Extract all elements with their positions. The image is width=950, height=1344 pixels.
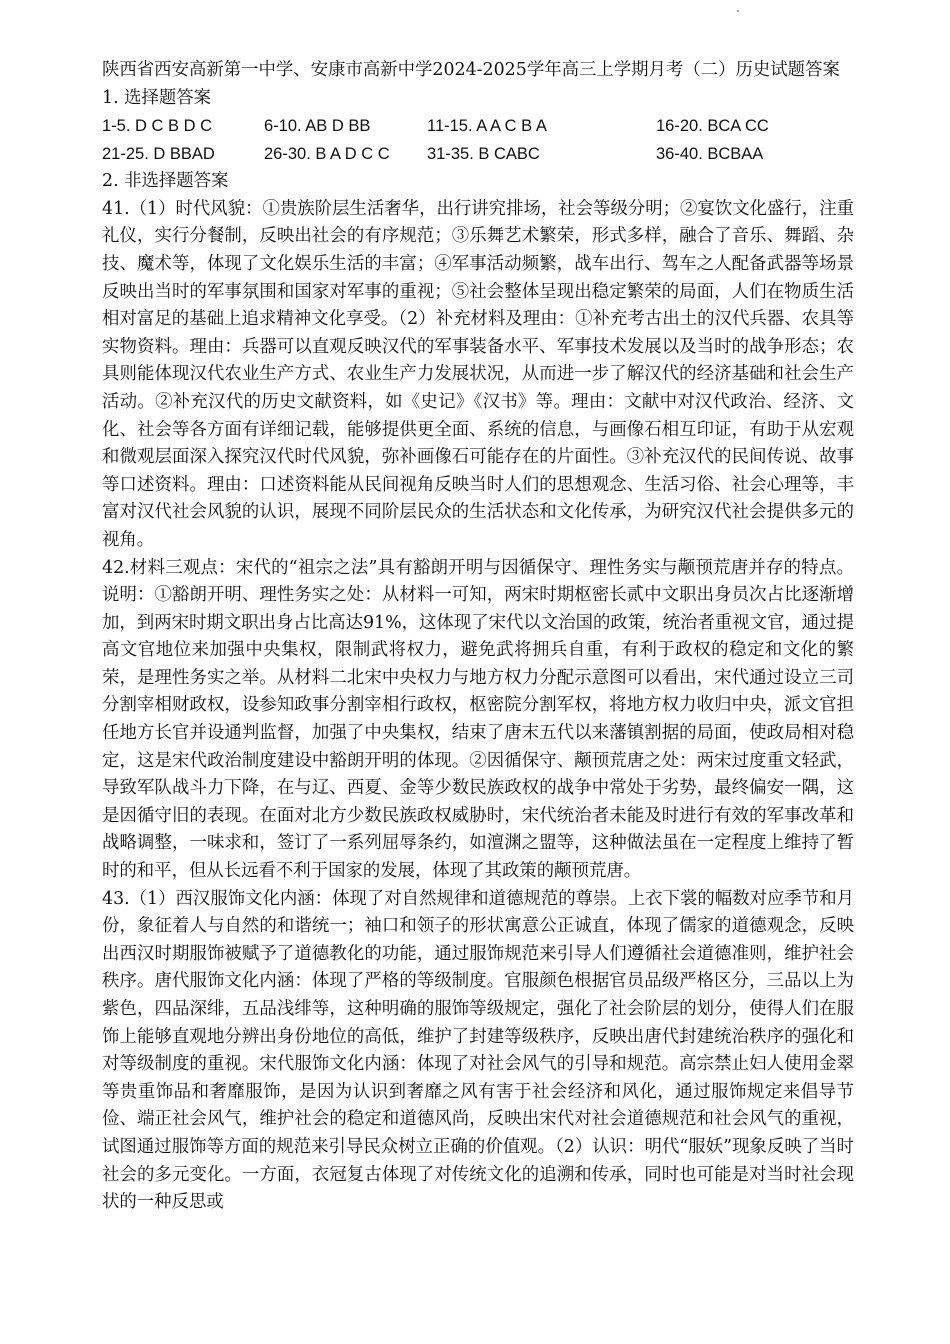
choice-answer-group: 6-10. AB D BB <box>264 117 371 136</box>
answer-document <box>102 57 854 1217</box>
scan-speck <box>737 10 739 12</box>
choice-answer-group: 26-30. B A D C C <box>264 145 390 164</box>
choice-answer-row <box>102 140 854 168</box>
choice-answer-group: 11-15. A A C B A <box>427 117 547 136</box>
section-choice-heading: 1. 选择题答案 <box>102 87 212 108</box>
answer-41: 41.（1）时代风貌：①贵族阶层生活奢华，出行讲究排场，社会等级分明；②宴饮文化盛行，注重礼仪，实行分餐制，反映出社会的有序规范；③乐舞艺术繁荣，形式多样，融合了音乐、舞蹈、杂技、魔术等，体现了文化娱乐生活的丰富；④军事活动频繁，战车出行、驾车之人配备武器等场景反映出当时的军事氛围和国家对军事的重视；⑤社会整体呈现出稳定繁荣的局面，人们在物质生活相对富足的基础上追求精神文化享受。（2）补充材料及理由：①补充考古出土的汉代兵器、农具等实物资料。理由：兵器可以直观反映汉代的军事装备水平、军事技术发展以及当时的战争形态；农具则能体现汉代农业生产方式、农业生产力发展状况，从而进一步了解汉代的经济基础和社会生产活动。②补充汉代的历史文献资料，如《史记》《汉书》等。理由：文献中对汉代政治、经济、文化、社会等各方面有详细记载，能够提供更全面、系统的信息，与画像石相互印证，有助于从宏观和微观层面深入探究汉代时代风貌，弥补画像石可能存在的片面性。③补充汉代的民间传说、故事等口述资料。理由：口述资料能从民间视角反映当时人们的思想观念、生活习俗、社会心理等，丰富对汉代社会风貌的认识，展现不同阶层民众的生活状态和文化传承，为研究汉代社会提供多元的视角。 <box>102 198 854 550</box>
choice-answer-group: 21-25. D BBAD <box>102 145 215 164</box>
answer-42: 42.材料三观点：宋代的“祖宗之法”具有豁朗开明与因循保守、理性务实与颟顸荒唐并存的特点。说明：①豁朗开明、理性务实之处：从材料一可知，两宋时期枢密长贰中文职出身员次占比逐渐增加，到两宋时期文职出身占比高达91%，这体现了宋代以文治国的政策，统治者重视文官，通过提高文官地位来加强中央集权，限制武将权力，避免武将拥兵自重，有利于政权的稳定和文化的繁荣，是理性务实之举。从材料二北宋中央权力与地方权力分配示意图可以看出，宋代通过设立三司分割宰相财政权，设参知政事分割宰相行政权，枢密院分割军权，将地方权力收归中央，派文官担任地方长官并设通判监督，加强了中央集权，结束了唐末五代以来藩镇割据的局面，使政局相对稳定，这是宋代政治制度建设中豁朗开明的体现。②因循保守、颟顸荒唐之处：两宋过度重文轻武，导致军队战斗力下降，在与辽、西夏、金等少数民族政权的战争中常处于劣势，最终偏安一隅，这是因循守旧的表现。在面对北方少数民族政权威胁时，宋代统治者未能及时进行有效的军事改革和战略调整，一味求和，签订了一系列屈辱条约，如澶渊之盟等，这种做法虽在一定程度上维持了暂时的和平，但从长远看不利于国家的发展，体现了其政策的颟顸荒唐。 <box>102 557 854 882</box>
choice-answer-row <box>102 112 854 140</box>
choice-answer-group: 16-20. BCA CC <box>656 117 769 136</box>
section-essay-heading: 2. 非选择题答案 <box>102 171 229 192</box>
document-title: 陕西省西安高新第一中学、安康市高新中学2024-2025学年高三上学期月考（二）历史试题答案 <box>102 60 840 80</box>
choice-answer-group: 36-40. BCBAA <box>656 145 764 164</box>
answer-43: 43.（1）西汉服饰文化内涵：体现了对自然规律和道德规范的尊崇。上衣下裳的幅数对应季节和月份，象征着人与自然的和谐统一；袖口和领子的形状寓意公正诚直，体现了儒家的道德观念，反映出西汉时期服饰被赋予了道德教化的功能，通过服饰规范来引导人们遵循社会道德准则，维护社会秩序。唐代服饰文化内涵：体现了严格的等级制度。官服颜色根据官员品级严格区分，三品以上为紫色，四品深绯，五品浅绯等，这种明确的服饰等级规定，强化了社会阶层的划分，使得人们在服饰上能够直观地分辨出身份地位的高低，维护了封建等级秩序，反映出唐代封建统治秩序的强化和对等级制度的重视。宋代服饰文化内涵：体现了对社会风气的引导和规范。高宗禁止妇人使用金翠等贵重饰品和奢靡服饰，是因为认识到奢靡之风有害于社会经济和风化，通过服饰规定来倡导节俭、端正社会风气，维护社会的稳定和道德风尚，反映出宋代对社会道德规范和社会风气的重视，试图通过服饰等方面的规范来引导民众树立正确的价值观。（2）认识：明代“服妖”现象反映了当时社会的多元变化。一方面，衣冠复古体现了对传统文化的追溯和传承，同时也可能是对当时社会现状的一种反思或 <box>102 888 854 1213</box>
choice-answer-group: 31-35. B CABC <box>427 145 540 164</box>
choice-answer-group: 1-5. D C B D C <box>102 117 213 136</box>
